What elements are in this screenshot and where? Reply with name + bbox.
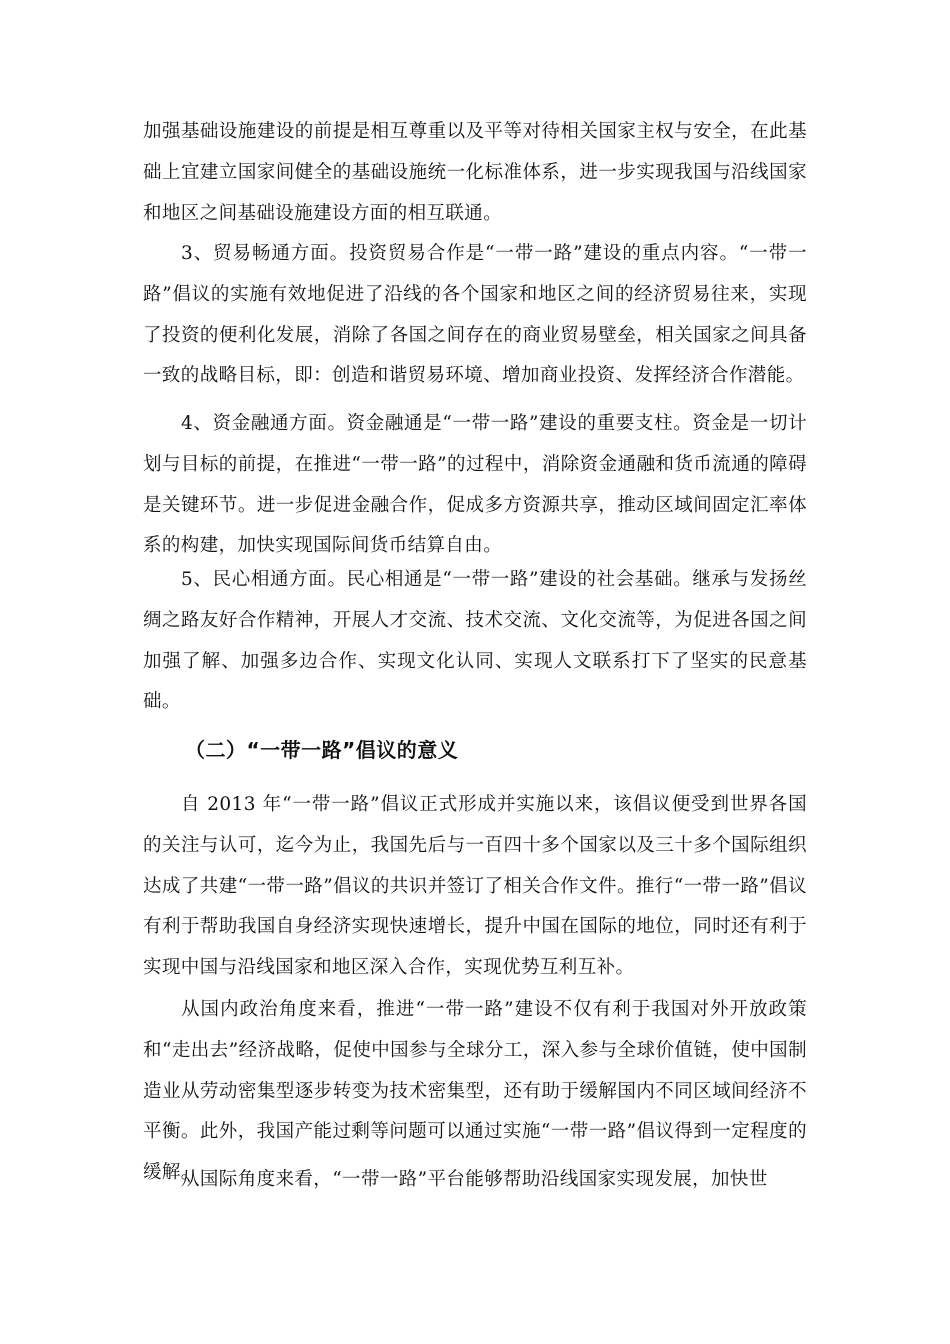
paragraph-international-perspective: 从国际角度来看，“一带一路”平台能够帮助沿线国家实现发展，加快世	[181, 1169, 768, 1190]
section-heading: （二）“一带一路”倡议的意义	[185, 738, 459, 762]
paragraph-domestic-perspective: 从国内政治角度来看，推进“一带一路”建设不仅有利于我国对外开放政策和“走出去”经济战略，促使中国参与全球分工，深入参与全球价值链，使中国制造业从劳动密集型逐步转变为技术密集型，还有助于缓解国内不同区域间经济不平衡。此外，我国产能过剩等问题可以通过实施“一带一路”倡议得到一定程度的缓解。	[143, 999, 807, 1184]
paragraph-infrastructure-continued: 加强基础设施建设的前提是相互尊重以及平等对待相关国家主权与安全，在此基础上宜建立国家间健全的基础设施统一化标准体系，进一步实现我国与沿线国家和地区之间基础设施建设方面的相互联通。	[143, 121, 807, 224]
paragraph-people-to-people-bonds: 5、民心相通方面。民心相通是“一带一路”建设的社会基础。继承与发扬丝绸之路友好合作精神，开展人才交流、技术交流、文化交流等，为促进各国之间加强了解、加强多边合作、实现文化认同、实现人文联系打下了坚实的民意基础。	[143, 569, 807, 713]
paragraph-initiative-significance: 自 2013 年“一带一路”倡议正式形成并实施以来，该倡议便受到世界各国的关注与认可，迄今为止，我国先后与一百四十多个国家以及三十多个国际组织达成了共建“一带一路”倡议的共识并签订了相关合作文件。推行“一带一路”倡议有利于帮助我国自身经济实现快速增长，提升中国在国际的地位，同时还有利于实现中国与沿线国家和地区深入合作，实现优势互利互补。	[143, 794, 807, 979]
paragraph-trade-connectivity: 3、贸易畅通方面。投资贸易合作是“一带一路”建设的重点内容。“一带一路”倡议的实施有效地促进了沿线的各个国家和地区之间的经济贸易往来，实现了投资的便利化发展，消除了各国之间存在的商业贸易壁垒，相关国家之间具备一致的战略目标，即：创造和谐贸易环境、增加商业投资、发挥经济合作潜能。	[143, 243, 807, 387]
paragraph-financial-integration: 4、资金融通方面。资金融通是“一带一路”建设的重要支柱。资金是一切计划与目标的前提，在推进“一带一路”的过程中，消除资金通融和货币流通的障碍是关键环节。进一步促进金融合作，促成多方资源共享，推动区域间固定汇率体系的构建，加快实现国际间货币结算自由。	[143, 413, 807, 557]
